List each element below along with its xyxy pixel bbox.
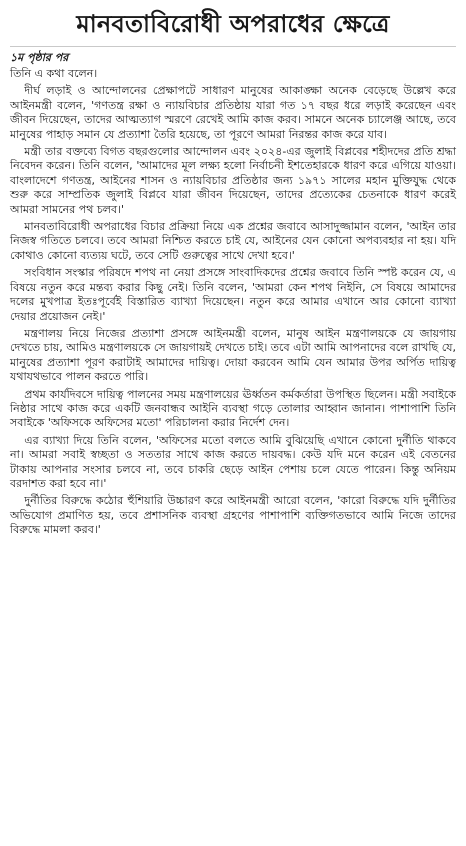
paragraph: মানবতাবিরোধী অপরাধের বিচার প্রক্রিয়া নিয়ে এক প্রশ্নের জবাবে আসাদুজ্জামান বলেন, 'আইন তার নিজস্ব গতিতে চলবে। তবে আমরা নিশ্চিত করতে চাই যে, আইনের যেন কোনো অপব্যবহার না হয়। যদি কোথাও কোনো ব্যত্যয় ঘটে, তবে সেটি গুরুত্বের সাথে দেখা হবে।' (10, 220, 456, 262)
paragraph: দীর্ঘ লড়াই ও আন্দোলনের প্রেক্ষাপটে সাধারণ মানুষের আকাঙ্ক্ষা অনেক বেড়েছে উল্লেখ করে আইনমন্ত্রী বলেন, 'গণতন্ত্র রক্ষা ও ন্যায়বিচার প্রতিষ্ঠায় যারা গত ১৭ বছর ধরে লড়াই করেছেন এবং জীবন দিয়েছেন, তাদের আত্মত্যাগ স্মরণে রেখেই আমি কাজ করব। সামনে অনেক চ্যালেঞ্জ আছে, তবে মানুষের পাহাড় সমান যে প্রত্যাশা তৈরি হয়েছে, তা পূরণে আমরা নিরন্তর কাজ করে যাব। (10, 84, 456, 141)
paragraph: সংবিধান সংস্কার পরিষদে শপথ না নেয়া প্রসঙ্গে সাংবাদিকদের প্রশ্নের জবাবে তিনি স্পষ্ট করেন যে, এ বিষয়ে নতুন করে মন্তব্য করার কিছু নেই। তিনি বলেন, 'আমরা কেন শপথ নিইনি, সে বিষয়ে আমাদের দলের মুখপাত্র ইতঃপূর্বেই বিস্তারিত ব্যাখ্যা দিয়েছেন। নতুন করে আমার এখানে আর কোনো ব্যাখ্যা দেয়ার প্রয়োজন নেই।' (10, 266, 456, 323)
paragraph: প্রথম কার্যদিবসে দায়িত্ব পালনের সময় মন্ত্রণালয়ের ঊর্ধ্বতন কর্মকর্তারা উপস্থিত ছিলেন। মন্ত্রী সবাইকে নিষ্ঠার সাথে কাজ করে একটি জনবান্ধব আইনি ব্যবস্থা গড়ে তোলার আহ্বান জানান। পাশাপাশি তিনি সবাইকে 'অফিসকে অফিসের মতো' পরিচালনা করার নির্দেশ দেন। (10, 387, 456, 430)
continued-from-label: ১ম পৃষ্ঠার পর (10, 51, 69, 64)
paragraph: মন্ত্রণালয় নিয়ে নিজের প্রত্যাশা প্রসঙ্গে আইনমন্ত্রী বলেন, মানুষ আইন মন্ত্রণালয়কে যে জায়গায় দেখতে চায়, আমিও মন্ত্রণালয়কে সে জায়গায়ই দেখতে চাই। তবে এটা আমি আপনাদের বলে রাখছি যে, মানুষের প্রত্যাশা পূরণ করাটাই আমাদের দায়িত্ব। দোয়া করবেন আমি যেন আমার উপর অর্পিত দায়িত্ব যথাযথভাবে পালন করতে পারি। (10, 326, 456, 384)
paragraph: তিনি এ কথা বলেন। (10, 67, 98, 80)
headline: মানবতাবিরোধী অপরাধের ক্ষেত্রে (10, 0, 456, 47)
paragraph: মন্ত্রী তার বক্তব্যে বিগত বছরগুলোর আন্দোলন এবং ২০২৪-এর জুলাই বিপ্লবের শহীদদের প্রতি শ্রদ্ধা নিবেদন করেন। তিনি বলেন, 'আমাদের মূল লক্ষ্য হলো নির্বাচনী ইশতেহারকে ধারণ করে এগিয়ে যাওয়া। বাংলাদেশে গণতন্ত্র, আইনের শাসন ও ন্যায়বিচার প্রতিষ্ঠার জন্য ১৯৭১ সালের মহান মুক্তিযুদ্ধ থেকে শুরু করে সাম্প্রতিক জুলাই বিপ্লবে যারা জীবন দিয়েছেন, তাদের প্রত্যেকের চেতনাকে ধারণ করেই আমরা সামনের পথ চলব।' (10, 145, 456, 216)
paragraph: দুর্নীতির বিরুদ্ধে কঠোর হুঁশিয়ারি উচ্চারণ করে আইনমন্ত্রী আরো বলেন, 'কারো বিরুদ্ধে যদি দুর্নীতির অভিযোগ প্রমাণিত হয়, তবে প্রশাসনিক ব্যবস্থা গ্রহণের পাশাপাশি ব্যক্তিগতভাবে আমি নিজে তাদের বিরুদ্ধে মামলা করব।' (10, 494, 456, 537)
article-body (10, 67, 456, 538)
paragraph: এর ব্যাখ্যা দিয়ে তিনি বলেন, 'অফিসের মতো বলতে আমি বুঝিয়েছি এখানে কোনো দুর্নীতি থাকবে না। আমরা সবাই স্বচ্ছতা ও সততার সাথে কাজ করতে দায়বদ্ধ। কেউ যদি মনে করেন এই বেতনের টাকায় আপনার সংসার চলবে না, তবে চাকরি ছেড়ে আইন পেশায় চলে যেতে পারেন। কিন্তু অনিয়ম বরদাশত করা হবে না।' (10, 433, 456, 490)
